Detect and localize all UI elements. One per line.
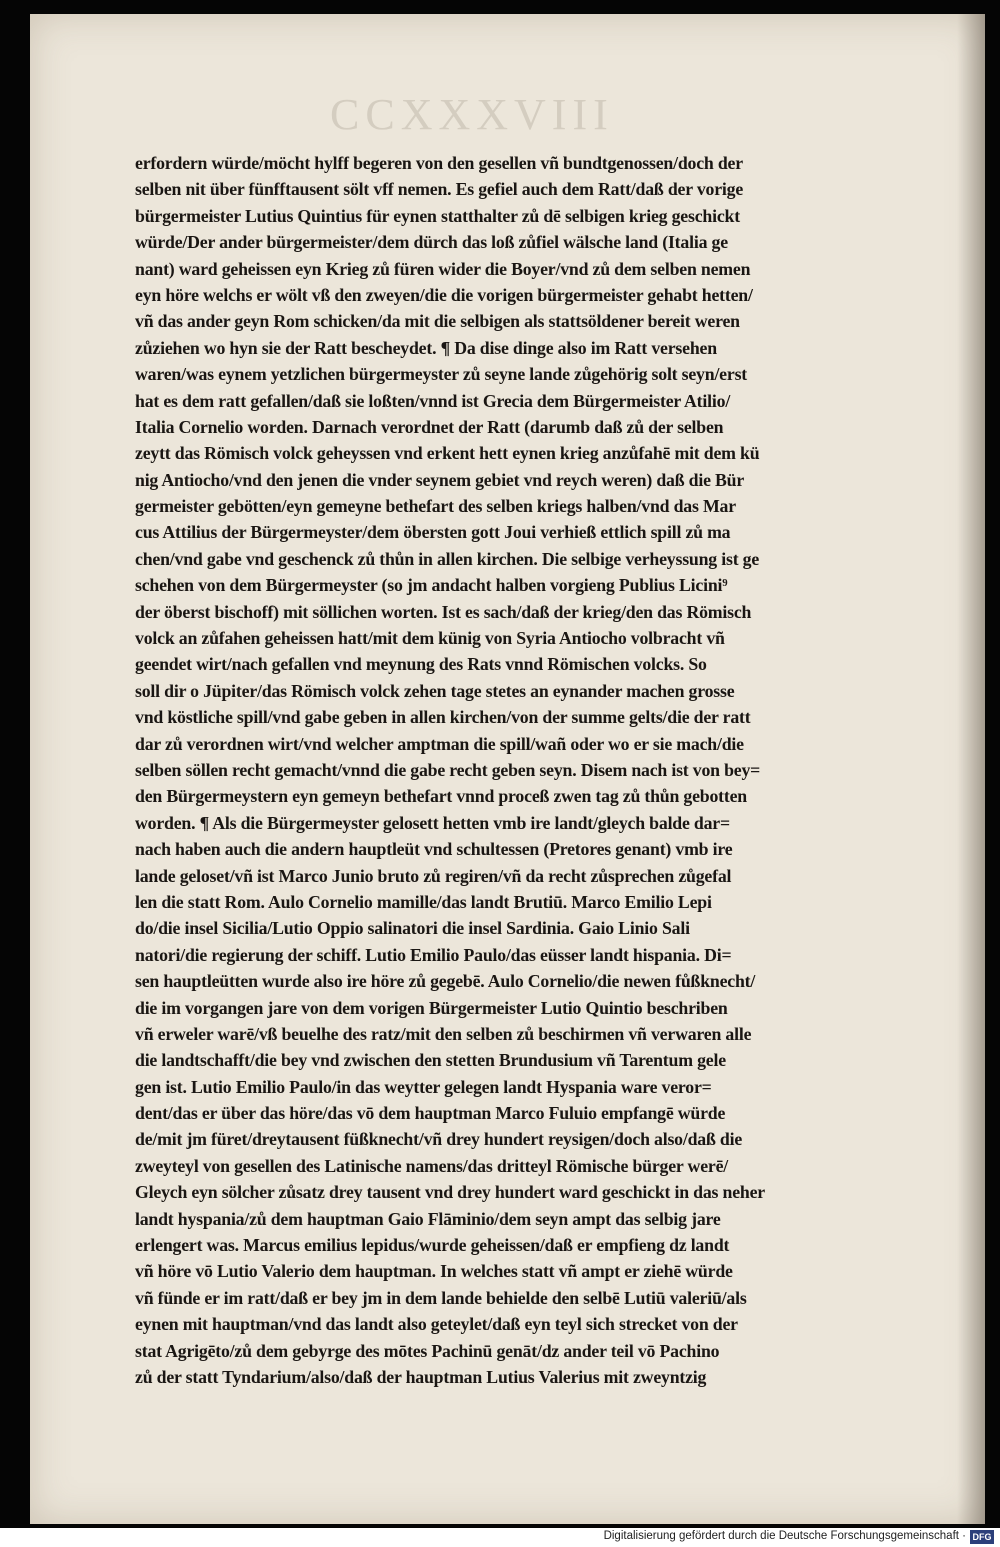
text-line: volck an zůfahen geheissen hatt/mit dem künig von Syria Antiocho volbracht vñ <box>135 628 725 649</box>
text-line: vñ fünde er im ratt/daß er bey jm in dem lande behielde den selbē Lutiū valeriū/als <box>135 1287 747 1308</box>
text-line: Italia Cornelio worden. Darnach verordnet der Ratt (darumb daß zů der selben <box>135 416 724 437</box>
text-line: selben söllen recht gemacht/vnnd die gabe recht geben seyn. Disem nach ist von bey= <box>135 759 761 780</box>
text-line: den Bürgermeystern eyn gemeyn bethefart vnnd proceß zwen tag zů thůn gebotten <box>135 786 747 807</box>
text-line: geendet wirt/nach gefallen vnd meynung des Rats vnnd Römischen volcks. So <box>135 654 707 675</box>
text-line: de/mit jm füret/dreytausent füßknecht/vñ drey hundert reysigen/doch also/daß die <box>135 1129 743 1150</box>
text-line: schehen von dem Bürgermeyster (so jm andacht halben vorgieng Publius Licini⁹ <box>135 575 728 596</box>
spine-shadow <box>957 14 985 1524</box>
text-line: lande geloset/vñ ist Marco Junio bruto zů regiren/vñ da recht zůsprechen zůgefal <box>135 865 732 886</box>
text-line: zůziehen wo hyn sie der Ratt bescheydet. ¶ Da dise dinge also im Ratt versehen <box>135 337 717 358</box>
text-line: worden. ¶ Als die Bürgermeyster gelosett hetten vmb ire landt/gleych balde dar= <box>135 812 730 833</box>
text-line: die im vorgangen jare von dem vorigen Bürgermeister Lutio Quintio beschriben <box>135 997 728 1018</box>
text-line: vñ höre vō Lutio Valerio dem hauptman. In welches statt vñ ampt er ziehē würde <box>135 1261 733 1282</box>
text-line: nach haben auch die andern hauptleüt vnd schultessen (Pretores genant) vmb ire <box>135 839 733 860</box>
text-line: Gleych eyn sölcher zůsatz drey tausent vnd drey hundert ward geschickt in das neher <box>135 1182 765 1203</box>
bleed-through-folio: CCXXXVIII <box>330 90 614 139</box>
text-line: der öberst bischoff) mit söllichen worten. Ist es sach/daß der krieg/den das Römisch <box>135 601 752 622</box>
text-line: stat Agrigēto/zů dem gebyrge des mōtes Pachinū genāt/dz ander teil vō Pachino <box>135 1340 720 1361</box>
text-line: eyn höre welchs er wölt vß den zweyen/die die vorigen bürgermeister gehabt hetten/ <box>135 284 753 305</box>
text-line: vñ das ander geyn Rom schicken/da mit die selbigen als stattsöldener bereit weren <box>135 311 740 332</box>
text-line: nant) ward geheissen eyn Krieg zů füren wider die Boyer/vnd zů dem selben nemen <box>135 258 751 279</box>
text-line: waren/was eynem yetzlichen bürgermeyster zů seyne lande zůgehörig solt seyn/erst <box>135 364 748 385</box>
text-line: gen ist. Lutio Emilio Paulo/in das weytter gelegen landt Hyspania ware veror= <box>135 1076 712 1097</box>
funding-credit: Digitalisierung gefördert durch die Deutsche Forschungsgemeinschaft · <box>603 1530 966 1542</box>
text-line: vnd köstliche spill/vnd gabe geben in allen kirchen/von der summe gelts/die der ratt <box>135 707 751 728</box>
text-line: bürgermeister Lutius Quintius für eynen statthalter zů dē selbigen krieg geschickt <box>135 205 740 226</box>
text-line: hat es dem ratt gefallen/daß sie loßten/vnnd ist Grecia dem Bürgermeister Atilio/ <box>135 390 731 411</box>
text-line: erfordern würde/möcht hylff begeren von den gesellen vñ bundtgenossen/doch der <box>135 153 743 173</box>
text-line: zeytt das Römisch volck geheyssen vnd erkent hett eynen krieg anzůfahē mit dem kü <box>135 443 760 464</box>
text-line: selben nit über fünfftausent sölt vff nemen. Es gefiel auch dem Ratt/daß der vorige <box>135 179 744 200</box>
text-line: vñ erweler warē/vß beuelhe des ratz/mit den selben zů beschirmen vñ verwaren alle <box>135 1023 752 1044</box>
text-line: die landtschafft/die bey vnd zwischen den stetten Brundusium vñ Tarentum gele <box>135 1050 726 1071</box>
text-line: chen/vnd gabe vnd geschenck zů thůn in allen kirchen. Die selbige verheyssung ist ge <box>135 548 760 569</box>
dfg-logo-icon: DFG <box>970 1530 994 1544</box>
text-line: germeister gebötten/eyn gemeyne bethefart des selben kriegs halben/vnd das Mar <box>135 496 736 517</box>
text-line: len die statt Rom. Aulo Cornelio mamille/das landt Brutiū. Marco Emilio Lepi <box>135 891 712 912</box>
text-line: cus Attilius der Bürgermeyster/dem öbersten gott Joui verhieß ettlich spill zů ma <box>135 522 731 543</box>
text-line: zů der statt Tyndarium/also/daß der hauptman Lutius Valerius mit zweyntzig <box>135 1366 707 1387</box>
text-line: erlengert was. Marcus emilius lepidus/wurde geheissen/daß er empfieng dz landt <box>135 1235 730 1256</box>
text-line: dar zů verordnen wirt/vnd welcher amptman die spill/wañ oder wo er sie mach/die <box>135 733 744 754</box>
body-text <box>135 150 935 1390</box>
text-line: würde/Der ander bürgermeister/dem dürch das loß zůfiel wälsche land (Italia ge <box>135 232 728 253</box>
footer-bar <box>0 1528 1000 1547</box>
text-line: zweyteyl von gesellen des Latinische namens/das dritteyl Römische bürger werē/ <box>135 1155 729 1176</box>
text-line: sen hauptleütten wurde also ire höre zů gegebē. Aulo Cornelio/die newen fůßknecht/ <box>135 971 756 992</box>
text-line: soll dir o Jüpiter/das Römisch volck zehen tage stetes an eynander machen grosse <box>135 680 735 701</box>
text-line: dent/das er über das höre/das vō dem hauptman Marco Fuluio empfangē würde <box>135 1103 726 1124</box>
text-line: eynen mit hauptman/vnd das landt also geteylet/daß eyn teyl sich strecket von der <box>135 1314 738 1335</box>
text-line: nig Antiocho/vnd den jenen die vnder seynem gebiet vnd reych weren) daß die Bür <box>135 469 745 490</box>
text-line: landt hyspania/zů dem hauptman Gaio Flāminio/dem seyn ampt das selbig jare <box>135 1208 721 1229</box>
text-line: do/die insel Sicilia/Lutio Oppio salinatori die insel Sardinia. Gaio Linio Sali <box>135 918 690 939</box>
text-line: natori/die regierung der schiff. Lutio Emilio Paulo/das eüsser landt hispania. Di= <box>135 944 732 965</box>
